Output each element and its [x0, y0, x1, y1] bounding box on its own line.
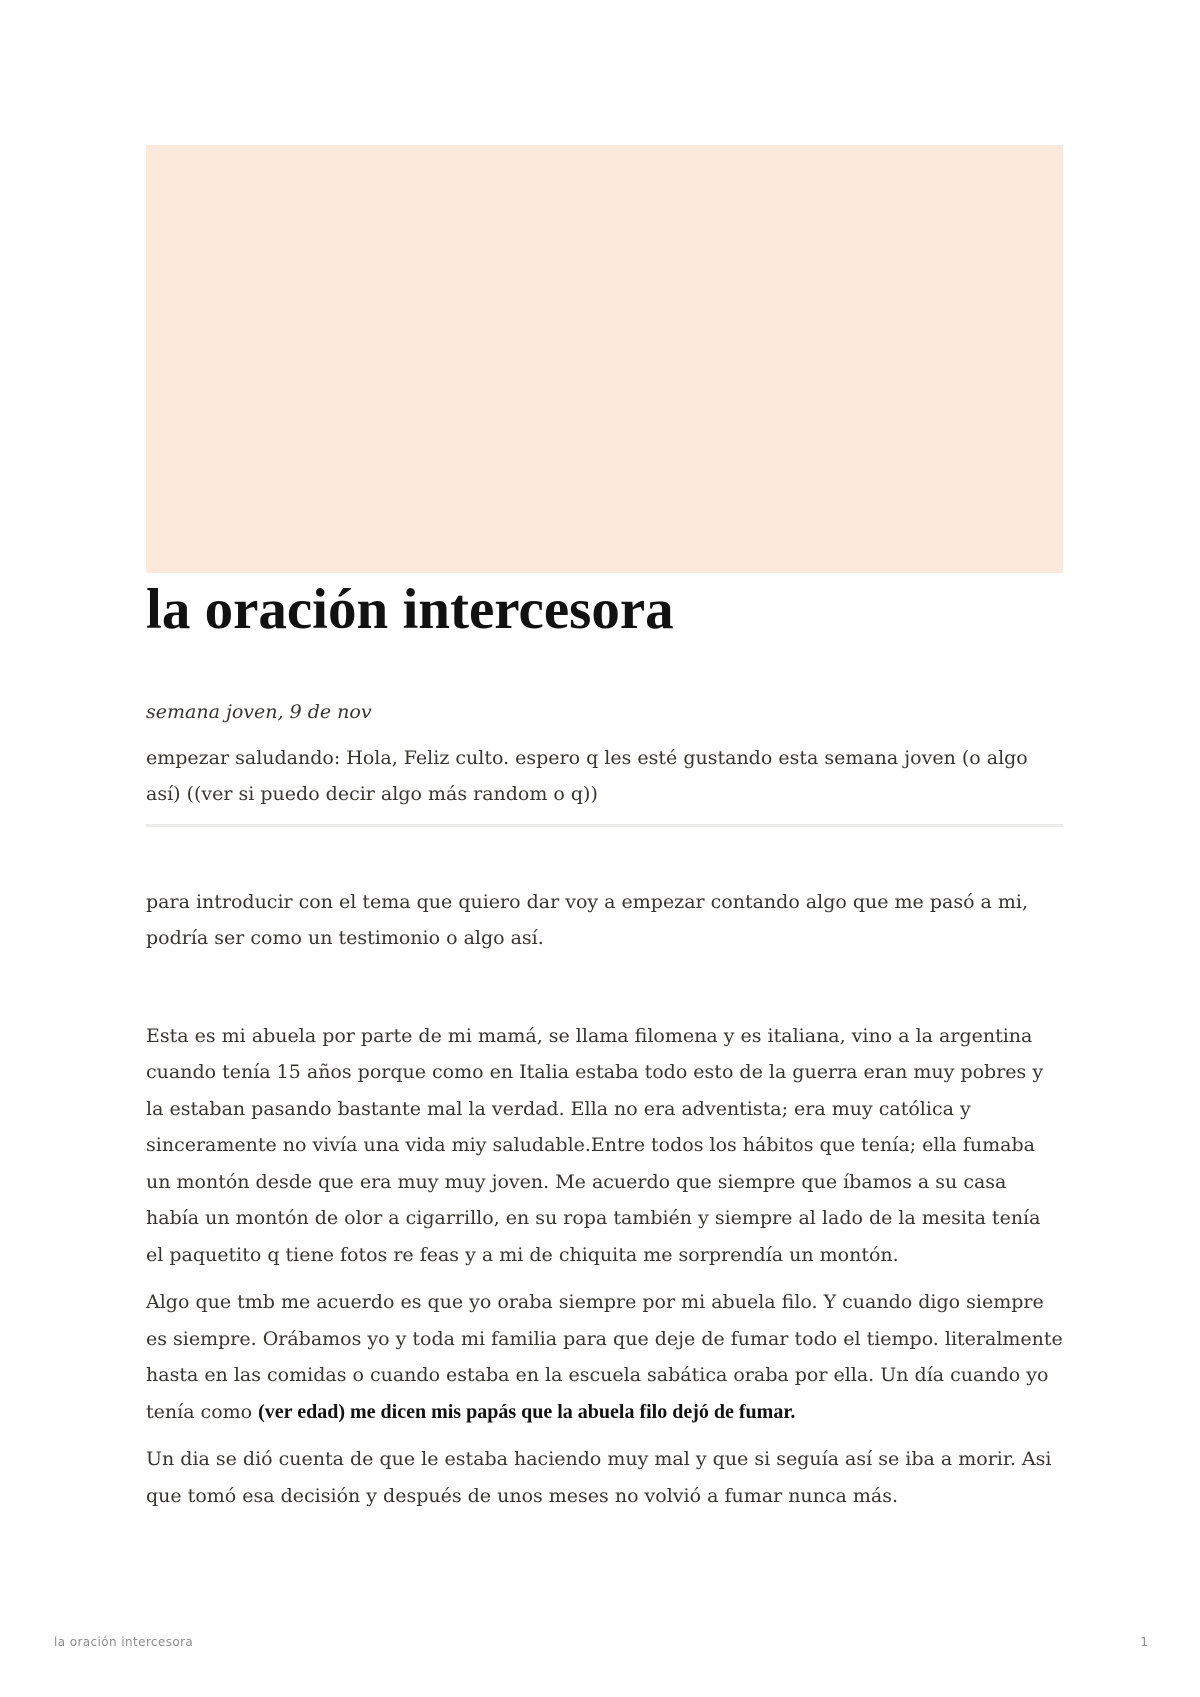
paragraph-prayer-text: Algo que tmb me acuerdo es que yo oraba siempre por mi abuela filo. Y cuando digo siempre es siempre. Orábamos yo y toda mi familia para que deje de fumar todo el tiempo. literalmente hasta en las comidas o cuando estaba en la escuela sabática oraba por ella. Un día cuando yo tenía como: [146, 1291, 1063, 1423]
footer-page-number: 1: [1140, 1635, 1148, 1649]
page-title: la oración intercesora: [146, 578, 674, 641]
paragraph-prayer-bold: (ver edad) me dicen mis papás que la abuela filo dejó de fumar.: [258, 1400, 796, 1423]
cover-image: [146, 145, 1063, 573]
paragraph-decision: Un dia se dió cuenta de que le estaba haciendo muy mal y que si seguía así se iba a morir. Asi que tomó esa decisión y después de unos meses no volvió a fumar nunca más.: [146, 1448, 1052, 1507]
intro-paragraph: empezar saludando: Hola, Feliz culto. espero q les esté gustando esta semana joven (o algo así) ((ver si puedo decir algo más random o q)): [146, 746, 1028, 805]
divider: [146, 824, 1063, 827]
footer-doc-title: la oración intercesora: [54, 1635, 194, 1649]
page-content: [146, 694, 1063, 1514]
paragraph-prayer: [146, 1284, 1063, 1430]
page-subtitle: semana joven, 9 de nov: [146, 701, 372, 723]
paragraph-grandmother: Esta es mi abuela por parte de mi mamá, se llama filomena y es italiana, vino a la argentina cuando tenía 15 años porque como en Italia estaba todo esto de la guerra eran muy pobres y la estaban pasando bastante mal la verdad. Ella no era adventista; era muy católica y sinceramente no vivía una vida miy saludable.Entre todos los hábitos que tenía; ella fumaba un montón desde que era muy muy joven. Me acuerdo que siempre que íbamos a su casa había un montón de olor a cigarrillo, en su ropa también y siempre al lado de la mesita tenía el paquetito q tiene fotos re feas y a mi de chiquita me sorprendía un montón.: [146, 1024, 1044, 1266]
paragraph-introduction: para introducir con el tema que quiero dar voy a empezar contando algo que me pasó a mi, podría ser como un testimonio o algo así.: [146, 890, 1029, 949]
